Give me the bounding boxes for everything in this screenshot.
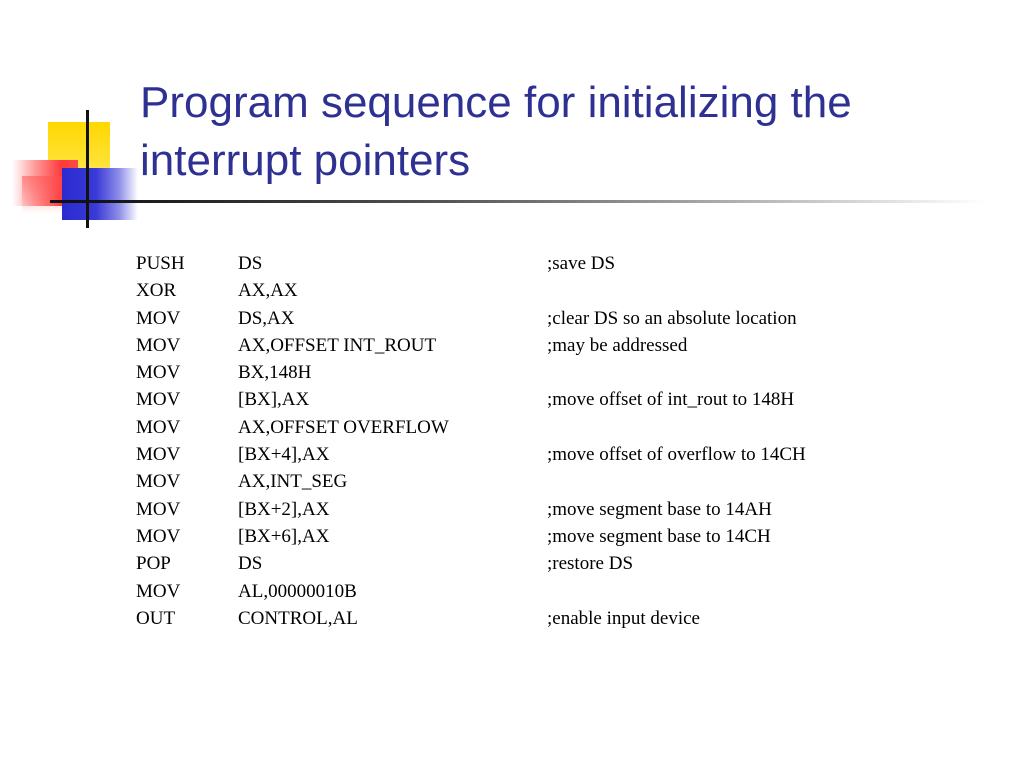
code-operands: [BX],AX (238, 389, 310, 411)
code-line (136, 496, 867, 523)
code-line (136, 250, 867, 277)
code-operands: [BX+6],AX (238, 525, 330, 547)
code-opcode: MOV (136, 471, 181, 493)
code-opcode: MOV (136, 498, 181, 520)
code-comment (547, 359, 867, 386)
code-opcode: MOV (136, 416, 181, 438)
code-operands: [BX+4],AX (238, 444, 330, 466)
code-comment: ;move offset of overflow to 14CH (547, 444, 806, 466)
title-underline (86, 200, 986, 203)
code-opcode: POP (136, 553, 171, 575)
code-line (136, 414, 867, 441)
code-operands: DS (238, 253, 263, 274)
code-operands: [BX+2],AX (238, 498, 330, 520)
code-comment (547, 277, 867, 304)
code-comment: ;move segment base to 14AH (547, 498, 772, 520)
code-line (136, 523, 867, 550)
code-line (136, 277, 867, 304)
code-comment: ;clear DS so an absolute location (547, 307, 797, 329)
code-comment: ;restore DS (547, 553, 634, 575)
code-comment (547, 578, 867, 605)
code-operands: DS,AX (238, 307, 295, 329)
code-opcode: MOV (136, 307, 181, 329)
code-operands: AL,00000010B (238, 580, 357, 602)
code-comment: ;move segment base to 14CH (547, 525, 771, 547)
code-operands: BX,148H (238, 362, 312, 384)
code-comment (547, 468, 867, 495)
code-opcode: OUT (136, 607, 176, 629)
code-line (136, 305, 867, 332)
code-line (136, 386, 867, 413)
code-line (136, 550, 867, 577)
code-opcode: PUSH (136, 253, 185, 274)
code-opcode: MOV (136, 525, 181, 547)
logo-blue-square (62, 168, 138, 220)
code-line (136, 578, 867, 605)
code-line (136, 605, 867, 632)
code-operands: AX,OFFSET INT_ROUT (238, 334, 437, 356)
code-comment: ;save DS (547, 253, 616, 274)
slide-title: Program sequence for initializing the interrupt pointers (140, 78, 852, 185)
code-line (136, 441, 867, 468)
code-operands: AX,INT_SEG (238, 471, 348, 493)
code-comment (547, 414, 867, 441)
code-comment: ;move offset of int_rout to 148H (547, 389, 795, 411)
code-opcode: MOV (136, 444, 181, 466)
code-opcode: MOV (136, 580, 181, 602)
code-line (136, 468, 867, 495)
logo-vertical-line (86, 110, 89, 228)
code-line (136, 332, 867, 359)
code-opcode: MOV (136, 389, 181, 411)
code-operands: AX,AX (238, 280, 298, 302)
code-opcode: XOR (136, 280, 177, 302)
code-operands: DS (238, 553, 263, 575)
code-opcode: MOV (136, 362, 181, 384)
code-listing (136, 250, 867, 632)
code-operands: CONTROL,AL (238, 607, 358, 629)
code-comment: ;enable input device (547, 607, 700, 629)
code-line (136, 359, 867, 386)
code-opcode: MOV (136, 334, 181, 356)
code-operands: AX,OFFSET OVERFLOW (238, 416, 449, 438)
code-comment: ;may be addressed (547, 334, 688, 356)
